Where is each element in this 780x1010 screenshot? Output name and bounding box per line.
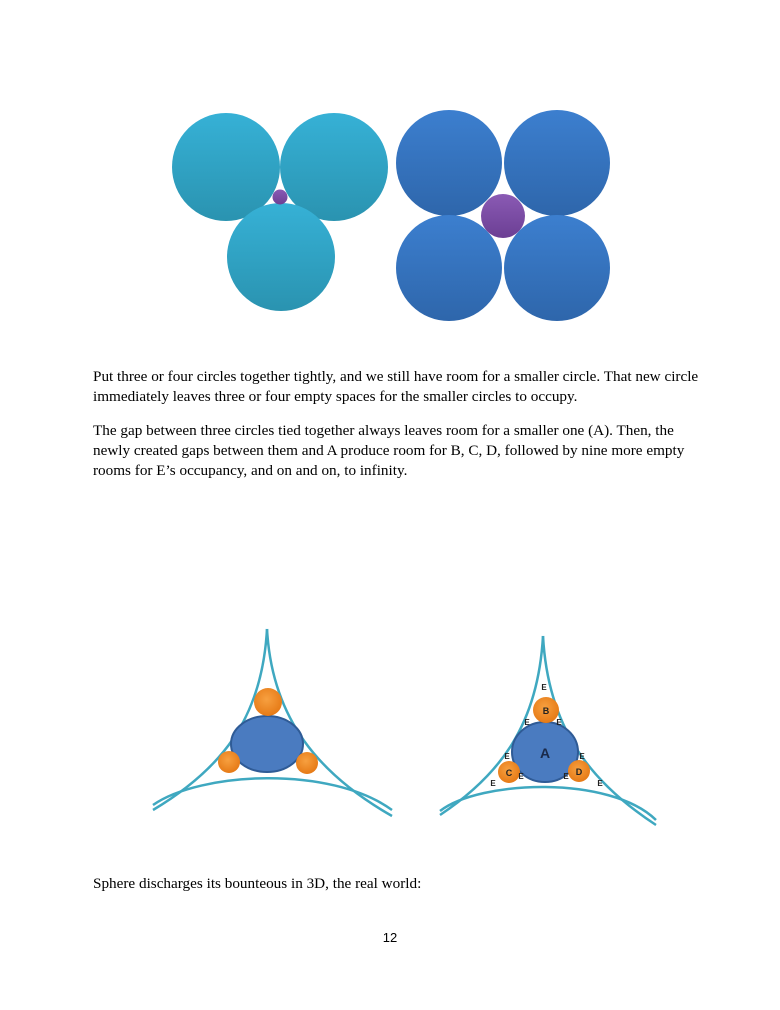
paragraph-3: Sphere discharges its bounteous in 3D, the real world: [93, 875, 422, 892]
label-e: E [563, 772, 569, 781]
paragraph-2: The gap between three circles tied together always leaves room for a smaller one (A). Then, the newly created gaps between them and A produce room for B, C, D, followed by nine more empty rooms for E’s occupancy, and on and on, to infinity. [93, 422, 685, 479]
blue-circle-top-left [396, 110, 502, 216]
circle-packing-figure [0, 0, 780, 340]
label-e: E [504, 752, 510, 761]
label-b: B [542, 706, 550, 716]
label-d: D [575, 767, 583, 777]
paragraph-1: Put three or four circles together tightly, and we still have room for a smaller circle. That new circle immediately leaves three or four empty spaces for the smaller circles to occupy. [93, 368, 699, 405]
large-blue-circle [231, 716, 303, 772]
blue-circle-top-right [504, 110, 610, 216]
three-circle-packing [172, 113, 388, 311]
label-c: C [505, 768, 513, 778]
label-e: E [518, 772, 524, 781]
triangle-diagram-left [153, 629, 392, 816]
purple-center-circle-large [481, 194, 525, 238]
teal-circle-bottom [227, 203, 335, 311]
four-circle-packing [396, 110, 610, 321]
orange-circle-right [296, 752, 318, 774]
teal-circle-top-right [280, 113, 388, 221]
orange-circle-left [218, 751, 240, 773]
label-e: E [541, 683, 547, 692]
curve-bottom [440, 787, 656, 820]
label-e: E [597, 779, 603, 788]
orange-circle-top [254, 688, 282, 716]
label-e: E [490, 779, 496, 788]
blue-circle-bottom-left [396, 215, 502, 321]
purple-center-circle-small [273, 190, 288, 205]
label-a: A [539, 745, 551, 761]
curved-triangle-figure [0, 600, 780, 840]
label-e: E [579, 752, 585, 761]
triangle-diagram-right [440, 636, 656, 825]
teal-circle-top-left [172, 113, 280, 221]
label-e: E [556, 718, 562, 727]
page-number: 12 [382, 930, 398, 945]
blue-circle-bottom-right [504, 215, 610, 321]
label-e: E [524, 718, 530, 727]
